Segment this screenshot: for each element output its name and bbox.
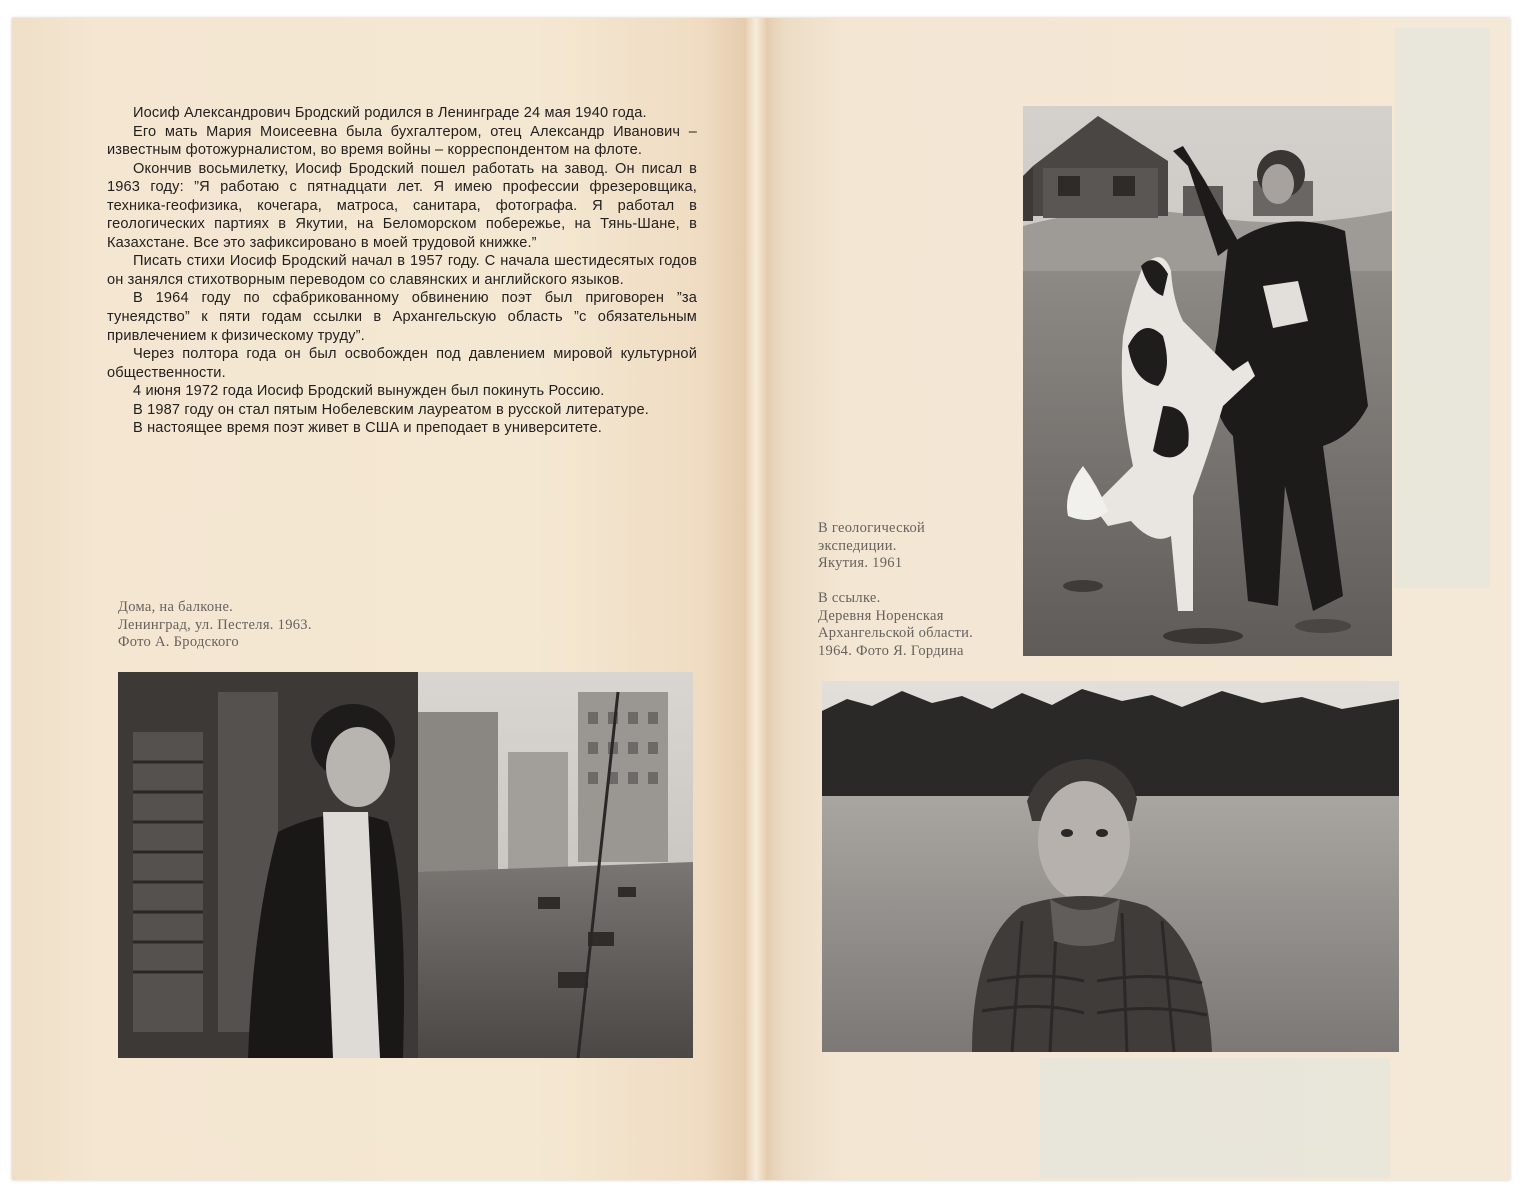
bio-paragraph-nobel: В 1987 году он стал пятым Нобелевским лауреатом в русской литературе. (133, 401, 649, 418)
photo-dog-illustration (1023, 106, 1392, 656)
photo-portrait-illustration (822, 681, 1399, 1052)
bio-paragraph-birth: Иосиф Александрович Бродский родился в Ленинграде 24 мая 1940 года. (133, 105, 647, 121)
bio-paragraph-parents: Его мать Мария Моисеевна была бухгалтером, отец Александр Иванович – известным фотожурналистом, во время войны – корреспондентом на флоте. (107, 123, 697, 159)
caption-exile (818, 590, 973, 660)
caption-line: Деревня Норенская (818, 607, 944, 624)
caption-line: 1964. Фото Я. Гордина (818, 642, 964, 659)
caption-line: Архангельской области. (818, 625, 974, 642)
caption-line: Фото А. Бродского (118, 634, 239, 651)
caption-line: В ссылке. (818, 590, 881, 606)
caption-line: В геологической (818, 520, 926, 536)
caption-expedition (818, 520, 925, 573)
bio-paragraph-emigration: 4 июня 1972 года Иосиф Бродский вынужден был покинуть Россию. (133, 383, 605, 400)
photo-portrait-exile (822, 681, 1399, 1052)
print-tint (1395, 28, 1490, 588)
photo-balcony-illustration (118, 672, 693, 1058)
print-tint (1040, 1058, 1390, 1178)
bio-paragraph-poetry: Писать стихи Иосиф Бродский начал в 1957 году. С начала шестидесятых годов он занялся стихотворным переводом со славянских и английского языков. (107, 253, 697, 288)
caption-line: Ленинград, ул. Пестеля. 1963. (118, 616, 312, 633)
bio-paragraph-present: В настоящее время поэт живет в США и преподает в университете. (133, 420, 602, 437)
caption-line: Якутия. 1961 (818, 555, 903, 572)
bio-paragraph-work: Окончив восьмилетку, Иосиф Бродский пошел работать на завод. Он писал в 1963 году: ”Я работаю с пятнадцати лет. Я имею профессии фрезеровщика, техника-геофизика, кочегара, матроса, санитара, фотографа. Я работал в геологических партиях в Якутии, на Беломорском побережье, на Тянь-Шане, в Казахстане. Все это зафиксировано в моей трудовой книжке.” (107, 160, 697, 251)
bio-paragraph-release: Через полтора года он был освобожден под давлением мировой культурной общественности. (107, 346, 697, 381)
book-spine (746, 18, 768, 1180)
bio-paragraph-sentence: В 1964 году по сфабрикованному обвинению поэт был приговорен ”за тунеядство” к пяти годам ссылки в Архангельскую область ”с обязательным привлечением к физическому труду”. (107, 290, 697, 344)
caption-balcony (118, 599, 312, 652)
photo-balcony-leningrad (118, 672, 693, 1058)
biography-text (107, 104, 697, 438)
caption-line: экспедиции. (818, 537, 897, 554)
caption-line: Дома, на балконе. (118, 599, 234, 615)
photo-dog-expedition (1023, 106, 1392, 656)
